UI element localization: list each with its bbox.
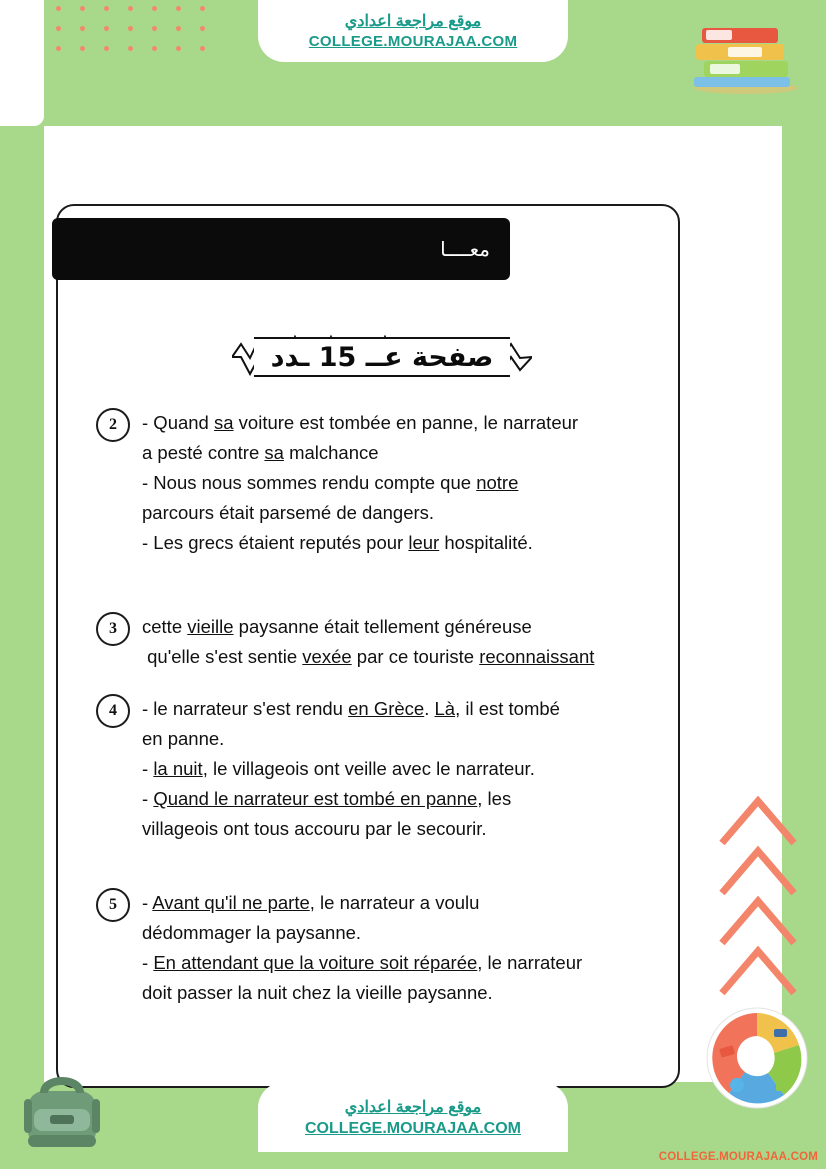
site-header-url: COLLEGE.MOURAJAA.COM [308,33,518,51]
section-title-text: معــــا [440,237,490,261]
site-header-arabic: موقع مراجعة اعدادي [344,12,482,30]
exercise-number: 5 [96,888,130,922]
chevron-up-icon [718,795,798,847]
exercise-item-5 [96,888,582,1008]
site-footer-url: COLLEGE.MOURAJAA.COM [305,1119,521,1137]
exercise-line: dédommager la paysanne. [142,921,362,943]
page-number-burst [232,324,532,390]
exercise-line: - Quand sa voiture est tombée en panne, le narrateur [142,412,579,433]
exercise-lines [142,408,578,558]
exercise-line: villageois ont tous accouru par le secourir. [142,817,487,839]
exercise-number: 3 [96,612,130,646]
site-footer [258,1082,568,1152]
exercise-item-4 [96,694,560,844]
site-footer-arabic: موقع مراجعة اعدادي [344,1098,482,1116]
exercise-lines [142,888,582,1008]
page-number-text: صفحة عــ 15 ـدد [270,341,494,373]
exercise-line: qu'elle s'est sentie vexée par ce touriste reconnaissant [142,645,595,667]
page-left-edge [0,0,44,126]
exercise-line: - Avant qu'il ne parte, le narrateur a voulu [142,892,480,913]
exercise-line: - Nous nous sommes rendu compte que notre [142,471,519,493]
exercise-line: a pesté contre sa malchance [142,441,379,463]
worksheet-page [44,126,782,1082]
exercise-line: - En attendant que la voiture soit réparée, le narrateur [142,951,583,973]
exercise-item-2 [96,408,578,558]
exercise-line: - Les grecs étaient reputés pour leur hospitalité. [142,531,533,553]
exercise-line: - Quand le narrateur est tombé en panne, les [142,787,512,809]
section-title-bar [52,218,510,280]
exercise-lines [142,694,560,844]
science-circle-icon [704,1005,810,1111]
chevron-up-icon [718,945,798,997]
chevron-up-icon [718,845,798,897]
exercise-lines [142,612,594,672]
exercise-item-3 [96,612,594,672]
exercise-line: en panne. [142,727,225,749]
site-header [258,0,568,62]
books-icon [684,14,810,90]
exercise-line: cette vieille paysanne était tellement généreuse [142,616,532,637]
exercise-number: 2 [96,408,130,442]
chevron-up-icon [718,895,798,947]
exercise-line: - la nuit, le villageois ont veille avec le narrateur. [142,757,535,779]
exercise-line: doit passer la nuit chez la vieille paysanne. [142,981,493,1003]
watermark-url: COLLEGE.MOURAJAA.COM [658,1151,818,1163]
exercise-line: parcours était parsemé de dangers. [142,501,435,523]
exercise-number: 4 [96,694,130,728]
exercise-line: - le narrateur s'est rendu en Grèce. Là, il est tombé [142,698,560,719]
backpack-icon [14,1065,110,1157]
